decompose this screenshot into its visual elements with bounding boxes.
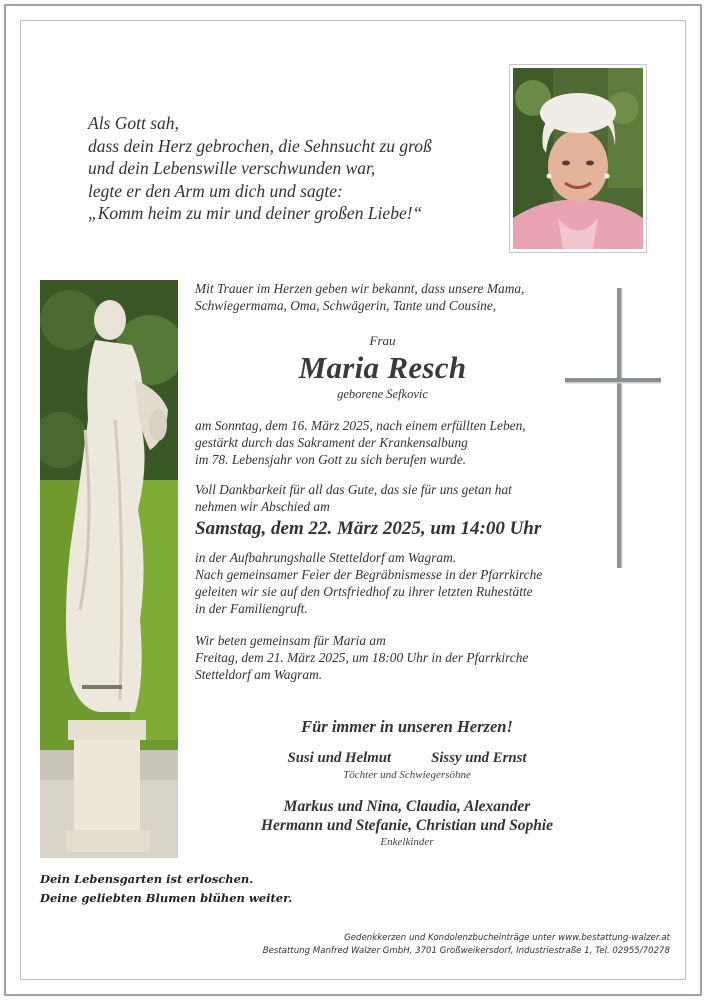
portrait-image [513, 68, 643, 249]
funeral-date: Samstag, dem 22. März 2025, um 14:00 Uhr [195, 518, 542, 539]
poem-line: „Komm heim zu mir und deiner großen Liebe!“ [88, 203, 423, 223]
intro-line: Mit Trauer im Herzen geben wir bekannt, dass unsere Mama, [195, 281, 525, 296]
footer-line: Bestattung Manfred Walzer GmbH, 3701 Großweikersdorf, Industriestraße 1, Tel. 02955/70278 [262, 945, 670, 956]
statue-image [40, 280, 178, 858]
garden-quote [40, 870, 292, 908]
garden-quote-line: Dein Lebensgarten ist erloschen. [40, 872, 254, 886]
name-prefix: Frau [369, 333, 396, 348]
poem-line: Als Gott sah, [88, 113, 179, 133]
prayer-text-line: Freitag, dem 21. März 2025, um 18:00 Uhr in der Pfarrkirche [195, 650, 529, 665]
cross-icon [565, 288, 665, 568]
grandchildren-line: Markus und Nina, Claudia, Alexander [283, 798, 531, 815]
children-row [195, 750, 619, 767]
footer-line: Gedenkkerzen und Kondolenzbucheinträge unter www.bestattung-walzer.at [344, 933, 670, 943]
grandchildren-line: Hermann und Stefanie, Christian und Sophie [260, 817, 553, 834]
garden-quote-line: Deine geliebten Blumen blühen weiter. [40, 891, 293, 905]
prayer-text-line: Wir beten gemeinsam für Maria am [195, 633, 386, 648]
poem-line: und dein Lebenswille verschwunden war, [88, 158, 376, 178]
funeral-text-line: Nach gemeinsamer Feier der Begräbnismesse in der Pfarrkirche [195, 567, 543, 582]
prayer-text-line: Stetteldorf am Wagram. [195, 667, 323, 682]
funeral-text-line: in der Familiengruft. [195, 601, 308, 616]
children-couple-1: Susi und Helmut [287, 750, 392, 766]
children-relation: Töchter und Schwiegersöhne [343, 769, 471, 781]
poem-line: legte er den Arm um dich und sagte: [88, 180, 343, 201]
birth-name: geborene Sefkovic [337, 387, 428, 401]
gratitude-line: Voll Dankbarkeit für all das Gute, das sie für uns getan hat [195, 482, 512, 497]
statue-photo [40, 280, 178, 858]
grandchildren-relation: Enkelkinder [380, 836, 434, 848]
funeral-text-line: geleiten wir sie auf den Ortsfriedhof zu ihrer letzten Ruhestätte [195, 584, 533, 599]
death-text-line: gestärkt durch das Sakrament der Krankensalbung [195, 435, 468, 450]
memory-line: Für immer in unseren Herzen! [301, 717, 513, 736]
gratitude-line: nehmen wir Abschied am [195, 499, 330, 514]
funeral-text-line: in der Aufbahrungshalle Stetteldorf am Wagram. [195, 550, 457, 565]
deceased-name: Maria Resch [298, 350, 467, 385]
intro-line: Schwiegermama, Oma, Schwägerin, Tante und Cousine, [195, 298, 497, 313]
portrait-photo [509, 64, 647, 253]
poem [88, 112, 508, 225]
death-text-line: im 78. Lebensjahr von Gott zu sich berufen wurde. [195, 452, 467, 467]
death-text-line: am Sonntag, dem 16. März 2025, nach einem erfüllten Leben, [195, 418, 526, 433]
children-couple-2: Sissy und Ernst [431, 750, 527, 766]
poem-line: dass dein Herz gebrochen, die Sehnsucht zu groß [88, 135, 432, 156]
footer [200, 932, 670, 957]
